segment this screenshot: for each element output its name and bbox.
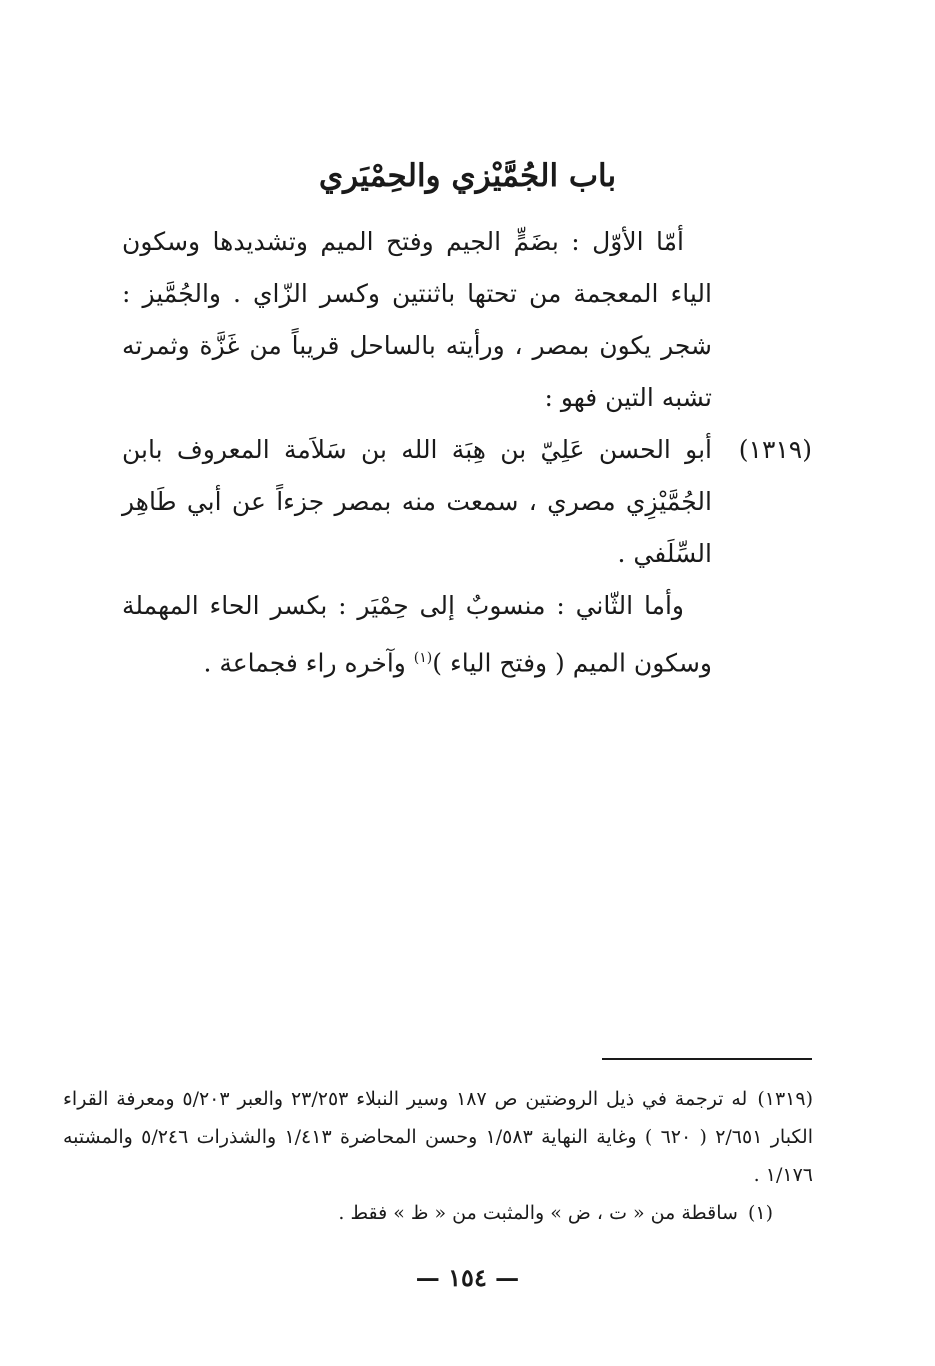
paragraph-second-end: وآخره راء فجماعة .	[203, 648, 414, 678]
entry-1319	[122, 424, 812, 580]
footnote-1	[63, 1194, 773, 1232]
footnote-separator	[602, 1058, 812, 1060]
paragraph-second	[122, 580, 712, 689]
footnote-number: (١)	[747, 1202, 773, 1224]
chapter-title: باب الجُمَّيْزي والحِمْيَري	[318, 158, 617, 194]
footnote-number: (١٣١٩)	[757, 1088, 813, 1110]
paragraph-second-text: وأما الثّاني : منسوبٌ إلى حِمْيَر : بكسر الحاء المهملة وسكون الميم ( وفتح الياء )	[122, 591, 712, 678]
main-text	[122, 216, 812, 689]
footnote-text: له ترجمة في ذيل الروضتين ص ١٨٧ وسير النبلاء ٢٣/٢٥٣ والعبر ٥/٢٠٣ ومعرفة القراء الكبار ٢/٦٥١ ( ٦٢٠ ) وغاية النهاية ١/٥٨٣ وحسن المحاضرة ١/٤١٣ والشذرات ٥/٢٤٦ والمشتبه ١/١٧٦ .	[63, 1088, 813, 1186]
footnotes	[63, 1080, 813, 1232]
footnote-1319	[63, 1080, 813, 1194]
footnote-text: ساقطة من « ت ، ض » والمثبت من « ظ » فقط .	[338, 1202, 738, 1224]
entry-text: أبو الحسن عَلِيّ بن هِبَة الله بن سَلاَمة المعروف بابن الجُمَّيْزِي مصري ، سمعت منه بمصر جزءاً عن أبي طَاهِر السِّلَفي .	[122, 435, 712, 568]
entry-number: (١٣١٩)	[738, 435, 812, 464]
page-number: — ١٥٤ —	[415, 1263, 520, 1292]
paragraph-first: أمّا الأوّل : بضَمٍّ الجيم وفتح الميم وتشديدها وسكون الياء المعجمة من تحتها باثنتين وكسر الزّاي . والجُمَّيز : شجر يكون بمصر ، ورأيته بالساحل قريباً من غَزَّة وثمرته تشبه التين فهو :	[122, 227, 712, 412]
footnote-marker: (١)	[413, 650, 433, 666]
